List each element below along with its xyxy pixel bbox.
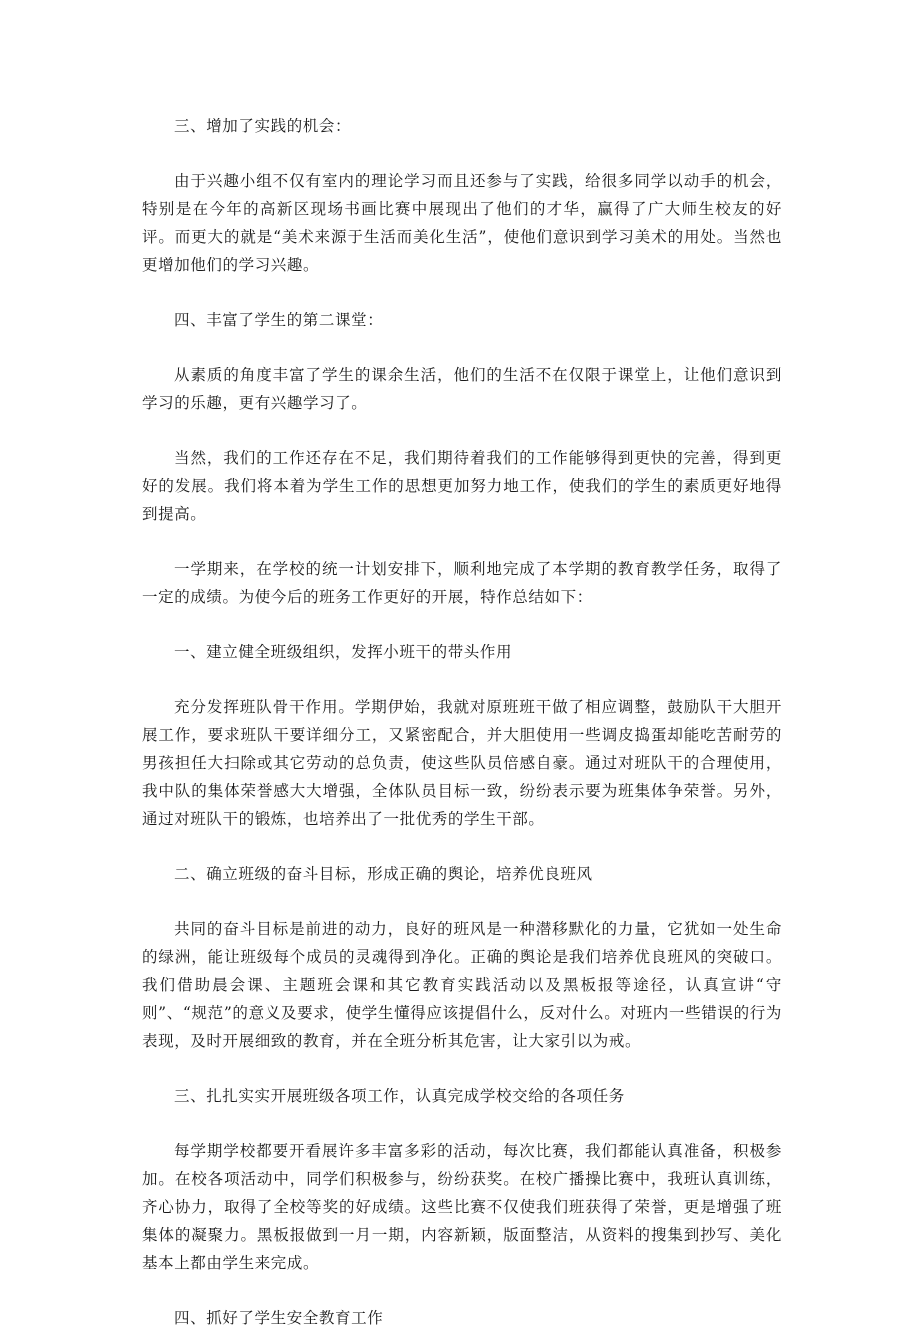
- paragraph-class-work: 每学期学校都要开看展许多丰富多彩的活动，每次比赛，我们都能认真准备，积极参加。在校各项活动中，同学们积极参与，纷纷获奖。在校广播操比赛中，我班认真训练，齐心协力，取得了全校等奖的好成绩。这些比赛不仅使我们班获得了荣誉，更是增强了班集体的凝聚力。黑板报做到一月一期，内容新颖，版面整洁，从资料的搜集到抄写、美化基本上都由学生来完成。: [142, 1142, 782, 1272]
- document-body: [142, 112, 782, 1332]
- paragraph-practice: 由于兴趣小组不仅有室内的理论学习而且还参与了实践，给很多同学以动手的机会，特别是在今年的高新区现场书画比赛中展现出了他们的才华，赢得了广大师生校友的好评。而更大的就是“美术来源于生活而美化生活”，使他们意识到学习美术的用处。当然也更增加他们的学习兴趣。: [142, 172, 782, 274]
- paragraph-gap: [142, 1277, 782, 1304]
- paragraph-class-goals: 共同的奋斗目标是前进的动力，良好的班风是一种潜移默化的力量，它犹如一处生命的绿洲，能让班级每个成员的灵魂得到净化。正确的舆论是我们培养优良班风的突破口。我们借助晨会课、主题班会课和其它教育实践活动以及黑板报等途径，认真宣讲“守则”、“规范”的意义及要求，使学生懂得应该提倡什么，反对什么。对班内一些错误的行为表现，及时开展细致的教育，并在全班分析其危害，让大家引以为戒。: [142, 920, 782, 1050]
- paragraph-gap: [142, 417, 782, 444]
- section-heading-class-organization: 一、建立健全班级组织，发挥小班干的带头作用: [174, 643, 513, 661]
- section-heading-class-work: 三、扎扎实实开展班级各项工作，认真完成学校交给的各项任务: [174, 1087, 625, 1105]
- paragraph-gap: [142, 334, 782, 361]
- section-heading-safety: 四、抓好了学生安全教育工作: [174, 1309, 384, 1327]
- paragraph-gap: [142, 279, 782, 306]
- paragraph-gap: [142, 528, 782, 555]
- paragraph-gap: [142, 140, 782, 167]
- section-heading-class-goals: 二、确立班级的奋斗目标，形成正确的舆论，培养优良班风: [174, 865, 593, 883]
- section-heading-practice: 三、增加了实践的机会：: [174, 117, 352, 135]
- paragraph-class-organization: 充分发挥班队骨干作用。学期伊始，我就对原班班干做了相应调整，鼓励队干大胆开展工作，要求班队干要详细分工，又紧密配合，并大胆使用一些调皮捣蛋却能吃苦耐劳的男孩担任大扫除或其它劳动的总负责，使这些队员倍感自豪。通过对班队干的合理使用，我中队的集体荣誉感大大增强，全体队员目标一致，纷纷表示要为班集体争荣誉。另外，通过对班队干的锻炼，也培养出了一批优秀的学生干部。: [142, 698, 782, 828]
- paragraph-gap: [142, 1055, 782, 1082]
- paragraph-gap: [142, 833, 782, 860]
- paragraph-gap: [142, 666, 782, 693]
- paragraph-second-classroom: 从素质的角度丰富了学生的课余生活，他们的生活不在仅限于课堂上，让他们意识到学习的乐趣，更有兴趣学习了。: [142, 366, 782, 412]
- section-heading-second-classroom: 四、丰富了学生的第二课堂：: [174, 311, 384, 329]
- paragraph-semester-intro: 一学期来，在学校的统一计划安排下，顺利地完成了本学期的教育教学任务，取得了一定的成绩。为使今后的班务工作更好的开展，特作总结如下：: [142, 560, 782, 606]
- paragraph-gap: [142, 1110, 782, 1137]
- paragraph-gap: [142, 611, 782, 638]
- paragraph-shortcomings: 当然，我们的工作还存在不足，我们期待着我们的工作能够得到更快的完善，得到更好的发展。我们将本着为学生工作的思想更加努力地工作，使我们的学生的素质更好地得到提高。: [142, 449, 782, 523]
- paragraph-gap: [142, 888, 782, 915]
